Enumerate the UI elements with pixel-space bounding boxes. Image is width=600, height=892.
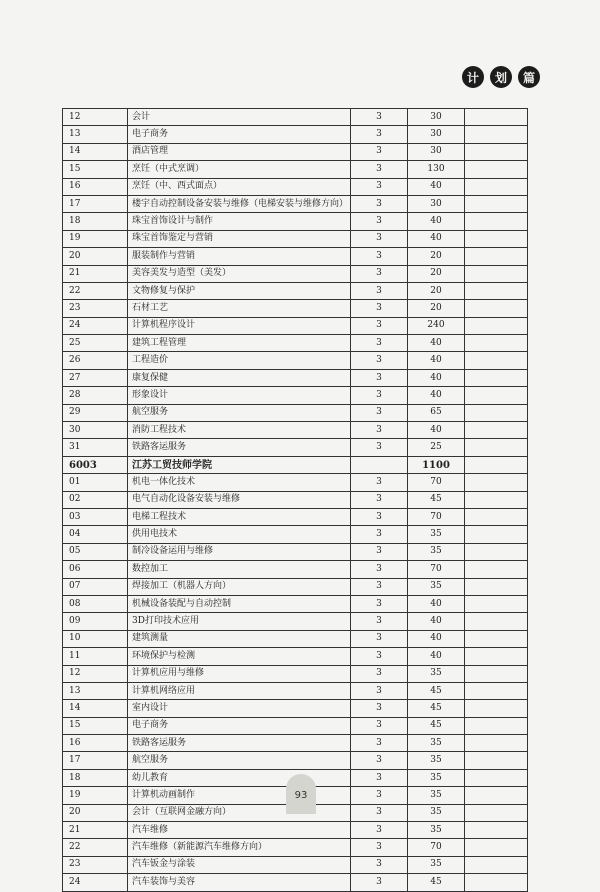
table-row bbox=[63, 387, 528, 404]
row-number: 23 bbox=[63, 856, 128, 873]
row-number: 08 bbox=[63, 595, 128, 612]
notes-cell bbox=[465, 508, 528, 525]
row-number: 22 bbox=[63, 839, 128, 856]
table-row bbox=[63, 717, 528, 734]
major-name: 服装制作与营销 bbox=[128, 248, 351, 265]
major-name: 铁路客运服务 bbox=[128, 735, 351, 752]
notes-cell bbox=[465, 213, 528, 230]
notes-cell bbox=[465, 822, 528, 839]
row-number: 25 bbox=[63, 335, 128, 352]
row-number: 26 bbox=[63, 352, 128, 369]
study-years: 3 bbox=[351, 648, 408, 665]
notes-cell bbox=[465, 369, 528, 386]
study-years: 3 bbox=[351, 300, 408, 317]
major-name: 焊接加工（机器人方向） bbox=[128, 578, 351, 595]
table-row bbox=[63, 126, 528, 143]
enrollment-count: 40 bbox=[408, 369, 465, 386]
table-row bbox=[63, 300, 528, 317]
logo-char: 计 bbox=[462, 66, 484, 88]
table-row bbox=[63, 265, 528, 282]
notes-cell bbox=[465, 317, 528, 334]
major-name: 石材工艺 bbox=[128, 300, 351, 317]
section-logo bbox=[462, 64, 540, 90]
enrollment-count: 30 bbox=[408, 109, 465, 126]
enrollment-count: 20 bbox=[408, 300, 465, 317]
table-row bbox=[63, 648, 528, 665]
study-years: 3 bbox=[351, 717, 408, 734]
notes-cell bbox=[465, 143, 528, 160]
row-number: 17 bbox=[63, 195, 128, 212]
row-number: 03 bbox=[63, 508, 128, 525]
table-row bbox=[63, 561, 528, 578]
major-name: 汽车钣金与涂装 bbox=[128, 856, 351, 873]
enrollment-count: 40 bbox=[408, 422, 465, 439]
enrollment-count: 40 bbox=[408, 213, 465, 230]
study-years: 3 bbox=[351, 665, 408, 682]
enrollment-count: 25 bbox=[408, 439, 465, 456]
enrollment-count: 30 bbox=[408, 195, 465, 212]
enrollment-count: 35 bbox=[408, 578, 465, 595]
table-row bbox=[63, 195, 528, 212]
table-row bbox=[63, 369, 528, 386]
notes-cell bbox=[465, 230, 528, 247]
major-name: 铁路客运服务 bbox=[128, 439, 351, 456]
study-years: 3 bbox=[351, 769, 408, 786]
major-name: 电气自动化设备安装与维修 bbox=[128, 491, 351, 508]
major-name: 建筑测量 bbox=[128, 630, 351, 647]
study-years: 3 bbox=[351, 561, 408, 578]
study-years: 3 bbox=[351, 822, 408, 839]
study-years: 3 bbox=[351, 335, 408, 352]
page-number: 93 bbox=[294, 790, 308, 801]
table-row bbox=[63, 178, 528, 195]
notes-cell bbox=[465, 265, 528, 282]
page-number-tab bbox=[286, 774, 316, 814]
row-number: 09 bbox=[63, 613, 128, 630]
study-years: 3 bbox=[351, 317, 408, 334]
notes-cell bbox=[465, 335, 528, 352]
row-number: 18 bbox=[63, 213, 128, 230]
enrollment-count: 45 bbox=[408, 874, 465, 891]
table-row bbox=[63, 735, 528, 752]
major-name: 计算机应用与维修 bbox=[128, 665, 351, 682]
major-name: 汽车装饰与美容 bbox=[128, 874, 351, 891]
study-years: 3 bbox=[351, 630, 408, 647]
row-number: 24 bbox=[63, 317, 128, 334]
row-number: 19 bbox=[63, 787, 128, 804]
study-years: 3 bbox=[351, 352, 408, 369]
notes-cell bbox=[465, 439, 528, 456]
notes-cell bbox=[465, 839, 528, 856]
study-years: 3 bbox=[351, 787, 408, 804]
study-years: 3 bbox=[351, 265, 408, 282]
table-row bbox=[63, 682, 528, 699]
enrollment-count: 30 bbox=[408, 143, 465, 160]
notes-cell bbox=[465, 387, 528, 404]
notes-cell bbox=[465, 282, 528, 299]
enrollment-count: 35 bbox=[408, 769, 465, 786]
enrollment-count: 45 bbox=[408, 682, 465, 699]
row-number: 12 bbox=[63, 109, 128, 126]
major-name: 消防工程技术 bbox=[128, 422, 351, 439]
notes-cell bbox=[465, 300, 528, 317]
study-years: 3 bbox=[351, 422, 408, 439]
table-row bbox=[63, 161, 528, 178]
row-number: 21 bbox=[63, 822, 128, 839]
study-years: 3 bbox=[351, 161, 408, 178]
study-years: 3 bbox=[351, 700, 408, 717]
major-name: 美容美发与造型（美发） bbox=[128, 265, 351, 282]
enrollment-count: 35 bbox=[408, 822, 465, 839]
table-row bbox=[63, 578, 528, 595]
enrollment-count: 70 bbox=[408, 508, 465, 525]
notes-cell bbox=[465, 456, 528, 473]
row-number: 30 bbox=[63, 422, 128, 439]
notes-cell bbox=[465, 404, 528, 421]
notes-cell bbox=[465, 613, 528, 630]
major-name: 机电一体化技术 bbox=[128, 474, 351, 491]
major-name: 数控加工 bbox=[128, 561, 351, 578]
row-number: 21 bbox=[63, 265, 128, 282]
enrollment-count: 35 bbox=[408, 752, 465, 769]
row-number: 13 bbox=[63, 126, 128, 143]
table-row bbox=[63, 595, 528, 612]
table-row bbox=[63, 630, 528, 647]
enrollment-count: 40 bbox=[408, 595, 465, 612]
row-number: 29 bbox=[63, 404, 128, 421]
major-name: 电梯工程技术 bbox=[128, 508, 351, 525]
study-years: 3 bbox=[351, 474, 408, 491]
major-name: 室内设计 bbox=[128, 700, 351, 717]
study-years: 3 bbox=[351, 856, 408, 873]
major-name: 康复保健 bbox=[128, 369, 351, 386]
notes-cell bbox=[465, 526, 528, 543]
notes-cell bbox=[465, 422, 528, 439]
major-name: 珠宝首饰鉴定与营销 bbox=[128, 230, 351, 247]
notes-cell bbox=[465, 126, 528, 143]
study-years: 3 bbox=[351, 387, 408, 404]
logo-char: 篇 bbox=[518, 66, 540, 88]
enrollment-count: 20 bbox=[408, 282, 465, 299]
notes-cell bbox=[465, 874, 528, 891]
row-number: 11 bbox=[63, 648, 128, 665]
notes-cell bbox=[465, 161, 528, 178]
enrollment-count: 70 bbox=[408, 561, 465, 578]
notes-cell bbox=[465, 769, 528, 786]
row-number: 24 bbox=[63, 874, 128, 891]
enrollment-count: 35 bbox=[408, 787, 465, 804]
major-name: 航空服务 bbox=[128, 404, 351, 421]
study-years: 3 bbox=[351, 682, 408, 699]
enrollment-count: 35 bbox=[408, 526, 465, 543]
notes-cell bbox=[465, 578, 528, 595]
study-years: 3 bbox=[351, 109, 408, 126]
row-number: 18 bbox=[63, 769, 128, 786]
row-number: 20 bbox=[63, 248, 128, 265]
study-years: 3 bbox=[351, 230, 408, 247]
row-number: 16 bbox=[63, 178, 128, 195]
table-row bbox=[63, 822, 528, 839]
notes-cell bbox=[465, 735, 528, 752]
notes-cell bbox=[465, 491, 528, 508]
school-row bbox=[63, 456, 528, 473]
row-number: 10 bbox=[63, 630, 128, 647]
notes-cell bbox=[465, 787, 528, 804]
notes-cell bbox=[465, 665, 528, 682]
row-number: 31 bbox=[63, 439, 128, 456]
logo-char: 划 bbox=[490, 66, 512, 88]
study-years: 3 bbox=[351, 126, 408, 143]
major-name: 会计 bbox=[128, 109, 351, 126]
notes-cell bbox=[465, 630, 528, 647]
row-number: 22 bbox=[63, 282, 128, 299]
table-row bbox=[63, 317, 528, 334]
enrollment-count: 35 bbox=[408, 543, 465, 560]
enrollment-count: 40 bbox=[408, 648, 465, 665]
table-row bbox=[63, 404, 528, 421]
enrollment-count: 240 bbox=[408, 317, 465, 334]
enrollment-count: 130 bbox=[408, 161, 465, 178]
enrollment-count: 35 bbox=[408, 856, 465, 873]
table-row bbox=[63, 526, 528, 543]
row-number: 23 bbox=[63, 300, 128, 317]
major-name: 形象设计 bbox=[128, 387, 351, 404]
row-number: 06 bbox=[63, 561, 128, 578]
notes-cell bbox=[465, 752, 528, 769]
study-years: 3 bbox=[351, 248, 408, 265]
notes-cell bbox=[465, 648, 528, 665]
study-years: 3 bbox=[351, 526, 408, 543]
enrollment-count: 40 bbox=[408, 630, 465, 647]
notes-cell bbox=[465, 109, 528, 126]
row-number: 01 bbox=[63, 474, 128, 491]
table-row bbox=[63, 335, 528, 352]
notes-cell bbox=[465, 700, 528, 717]
major-name: 酒店管理 bbox=[128, 143, 351, 160]
table-row bbox=[63, 422, 528, 439]
study-years: 3 bbox=[351, 839, 408, 856]
row-number: 05 bbox=[63, 543, 128, 560]
study-years: 3 bbox=[351, 752, 408, 769]
notes-cell bbox=[465, 543, 528, 560]
enrollment-count: 20 bbox=[408, 248, 465, 265]
row-number: 17 bbox=[63, 752, 128, 769]
row-number: 6003 bbox=[63, 456, 128, 473]
table-row bbox=[63, 874, 528, 891]
major-name: 制冷设备运用与维修 bbox=[128, 543, 351, 560]
row-number: 14 bbox=[63, 700, 128, 717]
row-number: 19 bbox=[63, 230, 128, 247]
table-row bbox=[63, 248, 528, 265]
table-row bbox=[63, 439, 528, 456]
major-name: 楼宇自动控制设备安装与维修（电梯安装与维修方向） bbox=[128, 195, 351, 212]
enrollment-count: 20 bbox=[408, 265, 465, 282]
notes-cell bbox=[465, 195, 528, 212]
notes-cell bbox=[465, 682, 528, 699]
study-years: 3 bbox=[351, 213, 408, 230]
major-name: 3D打印技术应用 bbox=[128, 613, 351, 630]
major-name: 计算机网络应用 bbox=[128, 682, 351, 699]
enrollment-count: 35 bbox=[408, 665, 465, 682]
notes-cell bbox=[465, 178, 528, 195]
notes-cell bbox=[465, 248, 528, 265]
study-years: 3 bbox=[351, 804, 408, 821]
notes-cell bbox=[465, 352, 528, 369]
enrollment-count: 70 bbox=[408, 474, 465, 491]
table-row bbox=[63, 352, 528, 369]
table-row bbox=[63, 700, 528, 717]
study-years: 3 bbox=[351, 491, 408, 508]
table-row bbox=[63, 213, 528, 230]
enrollment-count: 45 bbox=[408, 491, 465, 508]
major-name: 文物修复与保护 bbox=[128, 282, 351, 299]
table-row bbox=[63, 665, 528, 682]
major-name: 工程造价 bbox=[128, 352, 351, 369]
major-name: 供用电技术 bbox=[128, 526, 351, 543]
enrollment-count: 40 bbox=[408, 613, 465, 630]
major-name: 汽车维修 bbox=[128, 822, 351, 839]
enrollment-count: 1100 bbox=[408, 456, 465, 473]
table-row bbox=[63, 613, 528, 630]
table-row bbox=[63, 491, 528, 508]
table-row bbox=[63, 282, 528, 299]
table-row bbox=[63, 839, 528, 856]
table-row bbox=[63, 109, 528, 126]
row-number: 15 bbox=[63, 161, 128, 178]
study-years: 3 bbox=[351, 404, 408, 421]
enrollment-count: 40 bbox=[408, 387, 465, 404]
enrollment-count: 35 bbox=[408, 735, 465, 752]
major-name: 汽车维修（新能源汽车维修方向） bbox=[128, 839, 351, 856]
table-row bbox=[63, 474, 528, 491]
row-number: 14 bbox=[63, 143, 128, 160]
notes-cell bbox=[465, 804, 528, 821]
enrollment-count: 40 bbox=[408, 178, 465, 195]
major-name: 电子商务 bbox=[128, 717, 351, 734]
study-years: 3 bbox=[351, 369, 408, 386]
major-name: 计算机动画制作 bbox=[128, 787, 351, 804]
major-name: 烹饪（中式烹调） bbox=[128, 161, 351, 178]
study-years: 3 bbox=[351, 282, 408, 299]
study-years: 3 bbox=[351, 595, 408, 612]
enrollment-count: 35 bbox=[408, 804, 465, 821]
major-name: 会计（互联网金融方向） bbox=[128, 804, 351, 821]
study-years: 3 bbox=[351, 613, 408, 630]
table-row bbox=[63, 543, 528, 560]
enrollment-count: 40 bbox=[408, 352, 465, 369]
major-name: 幼儿教育 bbox=[128, 769, 351, 786]
table-row bbox=[63, 143, 528, 160]
notes-cell bbox=[465, 595, 528, 612]
enrollment-count: 45 bbox=[408, 717, 465, 734]
enrollment-count: 40 bbox=[408, 335, 465, 352]
study-years: 3 bbox=[351, 439, 408, 456]
major-name: 机械设备装配与自动控制 bbox=[128, 595, 351, 612]
enrollment-count: 30 bbox=[408, 126, 465, 143]
major-name: 建筑工程管理 bbox=[128, 335, 351, 352]
enrollment-count: 45 bbox=[408, 700, 465, 717]
major-name: 烹饪（中、西式面点） bbox=[128, 178, 351, 195]
major-name: 电子商务 bbox=[128, 126, 351, 143]
row-number: 12 bbox=[63, 665, 128, 682]
major-name: 环境保护与检测 bbox=[128, 648, 351, 665]
table-row bbox=[63, 230, 528, 247]
row-number: 16 bbox=[63, 735, 128, 752]
notes-cell bbox=[465, 561, 528, 578]
row-number: 07 bbox=[63, 578, 128, 595]
study-years: 3 bbox=[351, 874, 408, 891]
table-row bbox=[63, 752, 528, 769]
row-number: 04 bbox=[63, 526, 128, 543]
major-name: 计算机程序设计 bbox=[128, 317, 351, 334]
notes-cell bbox=[465, 474, 528, 491]
study-years bbox=[351, 456, 408, 473]
study-years: 3 bbox=[351, 508, 408, 525]
major-name: 航空服务 bbox=[128, 752, 351, 769]
study-years: 3 bbox=[351, 543, 408, 560]
major-name: 江苏工贸技师学院 bbox=[128, 456, 351, 473]
notes-cell bbox=[465, 717, 528, 734]
row-number: 27 bbox=[63, 369, 128, 386]
row-number: 28 bbox=[63, 387, 128, 404]
table-row bbox=[63, 508, 528, 525]
major-name: 珠宝首饰设计与制作 bbox=[128, 213, 351, 230]
row-number: 15 bbox=[63, 717, 128, 734]
row-number: 20 bbox=[63, 804, 128, 821]
enrollment-count: 70 bbox=[408, 839, 465, 856]
study-years: 3 bbox=[351, 578, 408, 595]
row-number: 02 bbox=[63, 491, 128, 508]
study-years: 3 bbox=[351, 178, 408, 195]
study-years: 3 bbox=[351, 195, 408, 212]
row-number: 13 bbox=[63, 682, 128, 699]
enrollment-count: 65 bbox=[408, 404, 465, 421]
enrollment-count: 40 bbox=[408, 230, 465, 247]
study-years: 3 bbox=[351, 735, 408, 752]
study-years: 3 bbox=[351, 143, 408, 160]
